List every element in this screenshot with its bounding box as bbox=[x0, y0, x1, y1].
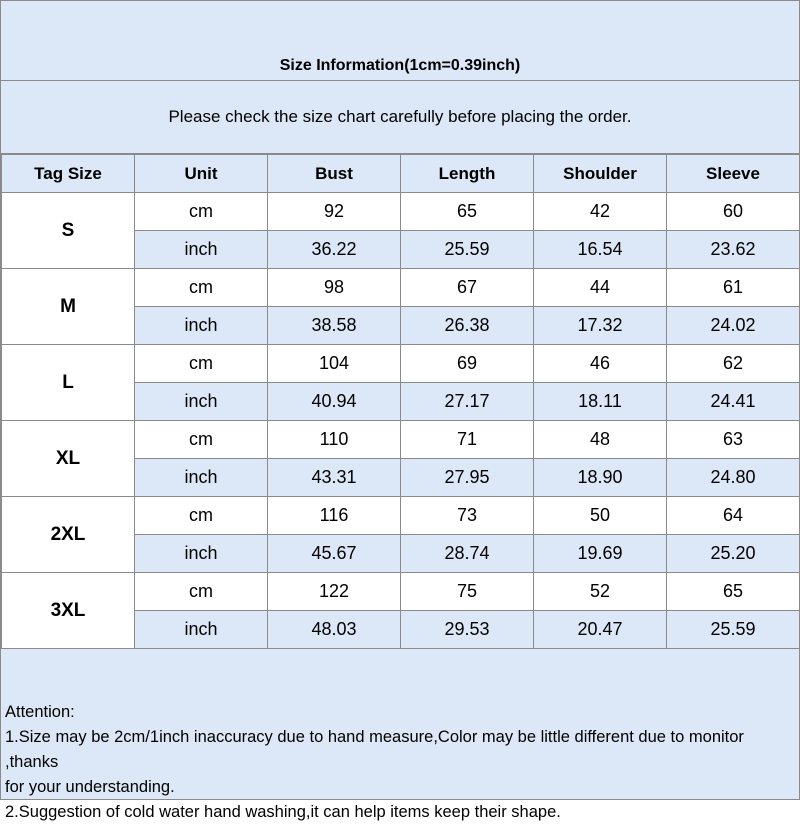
unit-cell: cm bbox=[135, 193, 268, 231]
shoulder-cell: 50 bbox=[534, 497, 667, 535]
shoulder-cell: 46 bbox=[534, 345, 667, 383]
header-tag-size: Tag Size bbox=[2, 155, 135, 193]
unit-cell: cm bbox=[135, 269, 268, 307]
bust-cell: 122 bbox=[268, 573, 401, 611]
header-unit: Unit bbox=[135, 155, 268, 193]
length-cell: 27.17 bbox=[401, 383, 534, 421]
sleeve-cell: 62 bbox=[667, 345, 800, 383]
sleeve-cell: 61 bbox=[667, 269, 800, 307]
tag-size-cell: 3XL bbox=[2, 573, 135, 649]
shoulder-cell: 18.90 bbox=[534, 459, 667, 497]
unit-cell: cm bbox=[135, 421, 268, 459]
bust-cell: 92 bbox=[268, 193, 401, 231]
order-notice: Please check the size chart carefully before placing the order. bbox=[1, 81, 799, 154]
tag-size-cell: 2XL bbox=[2, 497, 135, 573]
bust-cell: 38.58 bbox=[268, 307, 401, 345]
shoulder-cell: 19.69 bbox=[534, 535, 667, 573]
shoulder-cell: 18.11 bbox=[534, 383, 667, 421]
size-table bbox=[1, 154, 800, 649]
tag-size-cell: S bbox=[2, 193, 135, 269]
unit-cell: inch bbox=[135, 611, 268, 649]
length-cell: 25.59 bbox=[401, 231, 534, 269]
unit-cell: cm bbox=[135, 497, 268, 535]
table-row bbox=[2, 497, 800, 535]
bust-cell: 48.03 bbox=[268, 611, 401, 649]
attention-note-1-continued: for your understanding. bbox=[5, 778, 175, 796]
unit-cell: inch bbox=[135, 307, 268, 345]
length-cell: 69 bbox=[401, 345, 534, 383]
sleeve-cell: 23.62 bbox=[667, 231, 800, 269]
length-cell: 65 bbox=[401, 193, 534, 231]
header-sleeve: Sleeve bbox=[667, 155, 800, 193]
attention-note-1: 1.Size may be 2cm/1inch inaccuracy due to hand measure,Color may be little different due to monitor ,thanks bbox=[5, 728, 744, 771]
length-cell: 29.53 bbox=[401, 611, 534, 649]
bust-cell: 36.22 bbox=[268, 231, 401, 269]
length-cell: 26.38 bbox=[401, 307, 534, 345]
tag-size-cell: M bbox=[2, 269, 135, 345]
bust-cell: 40.94 bbox=[268, 383, 401, 421]
attention-notes bbox=[1, 647, 799, 821]
table-row bbox=[2, 193, 800, 231]
tag-size-cell: L bbox=[2, 345, 135, 421]
table-header-row bbox=[2, 155, 800, 193]
attention-note-2: 2.Suggestion of cold water hand washing,it can help items keep their shape. bbox=[5, 803, 561, 821]
length-cell: 28.74 bbox=[401, 535, 534, 573]
tag-size-cell: XL bbox=[2, 421, 135, 497]
table-row bbox=[2, 421, 800, 459]
shoulder-cell: 44 bbox=[534, 269, 667, 307]
header-length: Length bbox=[401, 155, 534, 193]
unit-cell: cm bbox=[135, 573, 268, 611]
header-bust: Bust bbox=[268, 155, 401, 193]
unit-cell: inch bbox=[135, 459, 268, 497]
size-table-body bbox=[2, 193, 800, 649]
shoulder-cell: 48 bbox=[534, 421, 667, 459]
table-row bbox=[2, 269, 800, 307]
sleeve-cell: 24.02 bbox=[667, 307, 800, 345]
sleeve-cell: 25.20 bbox=[667, 535, 800, 573]
bust-cell: 98 bbox=[268, 269, 401, 307]
bust-cell: 45.67 bbox=[268, 535, 401, 573]
length-cell: 27.95 bbox=[401, 459, 534, 497]
unit-cell: inch bbox=[135, 535, 268, 573]
sleeve-cell: 60 bbox=[667, 193, 800, 231]
top-padding bbox=[1, 1, 799, 43]
bust-cell: 104 bbox=[268, 345, 401, 383]
sleeve-cell: 24.80 bbox=[667, 459, 800, 497]
length-cell: 67 bbox=[401, 269, 534, 307]
unit-cell: inch bbox=[135, 383, 268, 421]
sleeve-cell: 24.41 bbox=[667, 383, 800, 421]
sleeve-cell: 64 bbox=[667, 497, 800, 535]
attention-heading: Attention: bbox=[5, 703, 75, 721]
sleeve-cell: 25.59 bbox=[667, 611, 800, 649]
length-cell: 73 bbox=[401, 497, 534, 535]
shoulder-cell: 42 bbox=[534, 193, 667, 231]
shoulder-cell: 16.54 bbox=[534, 231, 667, 269]
shoulder-cell: 52 bbox=[534, 573, 667, 611]
bust-cell: 43.31 bbox=[268, 459, 401, 497]
bust-cell: 110 bbox=[268, 421, 401, 459]
table-row bbox=[2, 573, 800, 611]
length-cell: 75 bbox=[401, 573, 534, 611]
unit-cell: cm bbox=[135, 345, 268, 383]
shoulder-cell: 17.32 bbox=[534, 307, 667, 345]
chart-title: Size Information(1cm=0.39inch) bbox=[1, 43, 799, 81]
sleeve-cell: 63 bbox=[667, 421, 800, 459]
sleeve-cell: 65 bbox=[667, 573, 800, 611]
bust-cell: 116 bbox=[268, 497, 401, 535]
table-row bbox=[2, 345, 800, 383]
unit-cell: inch bbox=[135, 231, 268, 269]
header-shoulder: Shoulder bbox=[534, 155, 667, 193]
shoulder-cell: 20.47 bbox=[534, 611, 667, 649]
length-cell: 71 bbox=[401, 421, 534, 459]
